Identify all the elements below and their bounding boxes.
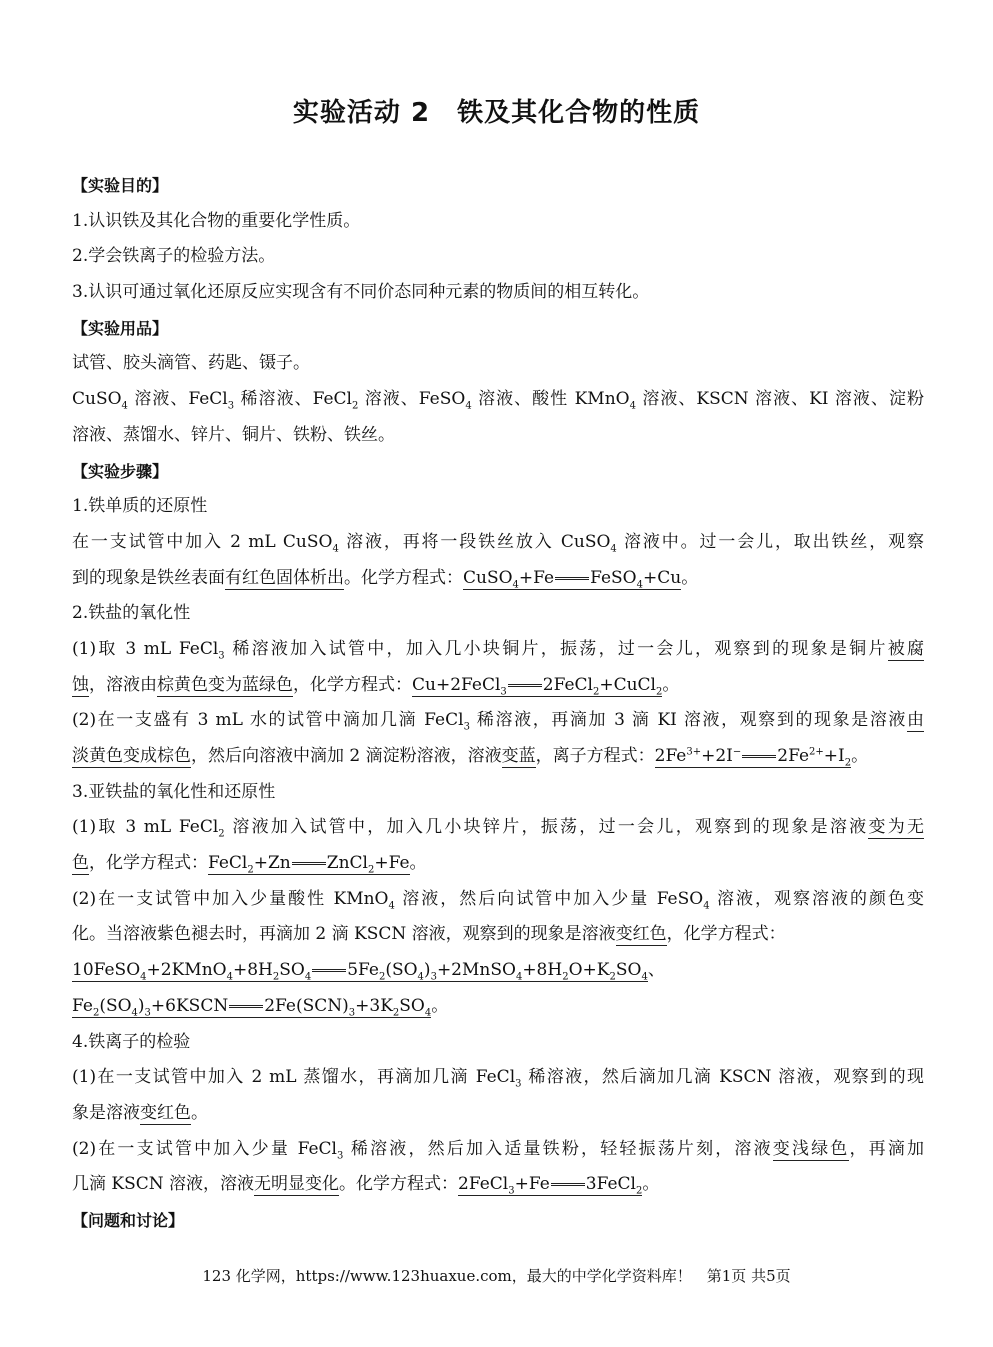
page-footer: 123 化学网，https://www.123huaxue.com，最大的中学化学资料库！ 第1页 共5页 — [202, 1267, 791, 1285]
section-heading-discussion: 【问题和讨论】 — [72, 1210, 185, 1230]
step-1-title: 1.铁单质的还原性 — [72, 496, 208, 517]
step-4-1-line2: 象是溶液变红色。 — [72, 1102, 208, 1123]
purpose-item-1: 1.认识铁及其化合物的重要化学性质。 — [72, 210, 361, 231]
step-3-2-equation-2: $Fe_2(SO_4)_3+6KSCN$ $2Fe(SCN)_3+3K_2SO_4$。 — [72, 995, 449, 1019]
section-heading-purpose: 【实验目的】 — [72, 176, 169, 195]
step-4-2-line2: 几滴 KSCN 溶液，溶液无明显变化。化学方程式：2FeCl$_3$+Fe 3FeCl$_2$。 — [72, 1174, 660, 1197]
materials-reagents-line2: 溶液、蒸馏水、锌片、铜片、铁粉、铁丝。 — [72, 424, 395, 445]
step-3-2-line2: 化。当溶液紫色褪去时，再滴加 2 滴 KSCN 溶液，观察到的现象是溶液变红色，化学方程式： — [72, 924, 786, 945]
section-heading-steps: 【实验步骤】 — [72, 461, 169, 481]
document-body — [72, 168, 924, 1239]
step-2-1-line2: 蚀，溶液由棕黄色变为蓝绿色，化学方程式：Cu+2FeCl$_3$ 2FeCl$_2$+CuCl$_2$。 — [72, 674, 680, 698]
step-2-2-line2: 淡黄色变成棕色，然后向溶液中滴加 2 滴淀粉溶液，溶液变蓝，离子方程式：$2Fe^{3+}+2I^-$ $2Fe^{2+}+I_2$。 — [72, 746, 869, 769]
materials-reagents-line1: CuSO$_4$ 溶液、FeCl$_3$ 稀溶液、FeCl$_2$ 溶液、FeSO$_4$ 溶液、酸性 KMnO$_4$ 溶液、KSCN 溶液、KI 溶液、淀粉 — [72, 389, 924, 412]
step-2-title: 2.铁盐的氧化性 — [72, 603, 191, 624]
step-3-1-line2: 色，化学方程式：FeCl$_2$+Zn ZnCl$_2$+Fe。 — [72, 853, 427, 876]
step-2-2-line1: (2)在一支盛有 3 mL 水的试管中滴加几滴 FeCl$_3$ 稀溶液，再滴加 3 滴 KI 溶液，观察到的现象是溶液由 — [72, 710, 925, 733]
purpose-item-3: 3.认识可通过氧化还原反应实现含有不同价态同种元素的物质间的相互转化。 — [72, 282, 650, 303]
purpose-item-2: 2.学会铁离子的检验方法。 — [72, 246, 276, 267]
page-title: 实验活动 2 铁及其化合物的性质 — [292, 98, 701, 128]
step-3-title: 3.亚铁盐的氧化性和还原性 — [72, 781, 276, 802]
step-3-1-line1: (1)取 3 mL FeCl$_2$ 溶液加入试管中，加入几小块锌片，振荡，过一会儿，观察到的现象是溶液变为无 — [72, 817, 925, 840]
materials-equipment: 试管、胶头滴管、药匙、镊子。 — [72, 353, 310, 374]
step-1-text-line2: 到的现象是铁丝表面有红色固体析出。化学方程式：CuSO$_4$+Fe FeSO$_4$+Cu。 — [72, 567, 699, 590]
step-4-title: 4.铁离子的检验 — [72, 1031, 191, 1052]
step-4-1-line1: (1)在一支试管中加入 2 mL 蒸馏水，再滴加几滴 FeCl$_3$ 稀溶液，然后滴加几滴 KSCN 溶液，观察到的现 — [72, 1067, 924, 1090]
step-3-2-equation-1: $10FeSO_4+2KMnO_4+8H_2SO_4$ $5Fe_2(SO_4)_3+2MnSO_4+8H_2O+K_2SO_4$、 — [72, 960, 665, 983]
step-2-1-line1: (1)取 3 mL FeCl$_3$ 稀溶液加入试管中，加入几小块铜片，振荡，过一会儿，观察到的现象是铜片被腐 — [72, 638, 925, 662]
step-4-2-line1: (2)在一支试管中加入少量 FeCl$_3$ 稀溶液，然后加入适量铁粉，轻轻振荡片刻，溶液变浅绿色，再滴加 — [72, 1138, 925, 1161]
step-1-text-line1: 在一支试管中加入 2 mL CuSO$_4$ 溶液，再将一段铁丝放入 CuSO$_4$ 溶液中。过一会儿，取出铁丝，观察 — [72, 531, 924, 555]
section-heading-materials: 【实验用品】 — [72, 318, 169, 338]
step-3-2-line1: (2)在一支试管中加入少量酸性 KMnO$_4$ 溶液，然后向试管中加入少量 FeSO$_4$ 溶液，观察溶液的颜色变 — [72, 888, 924, 912]
